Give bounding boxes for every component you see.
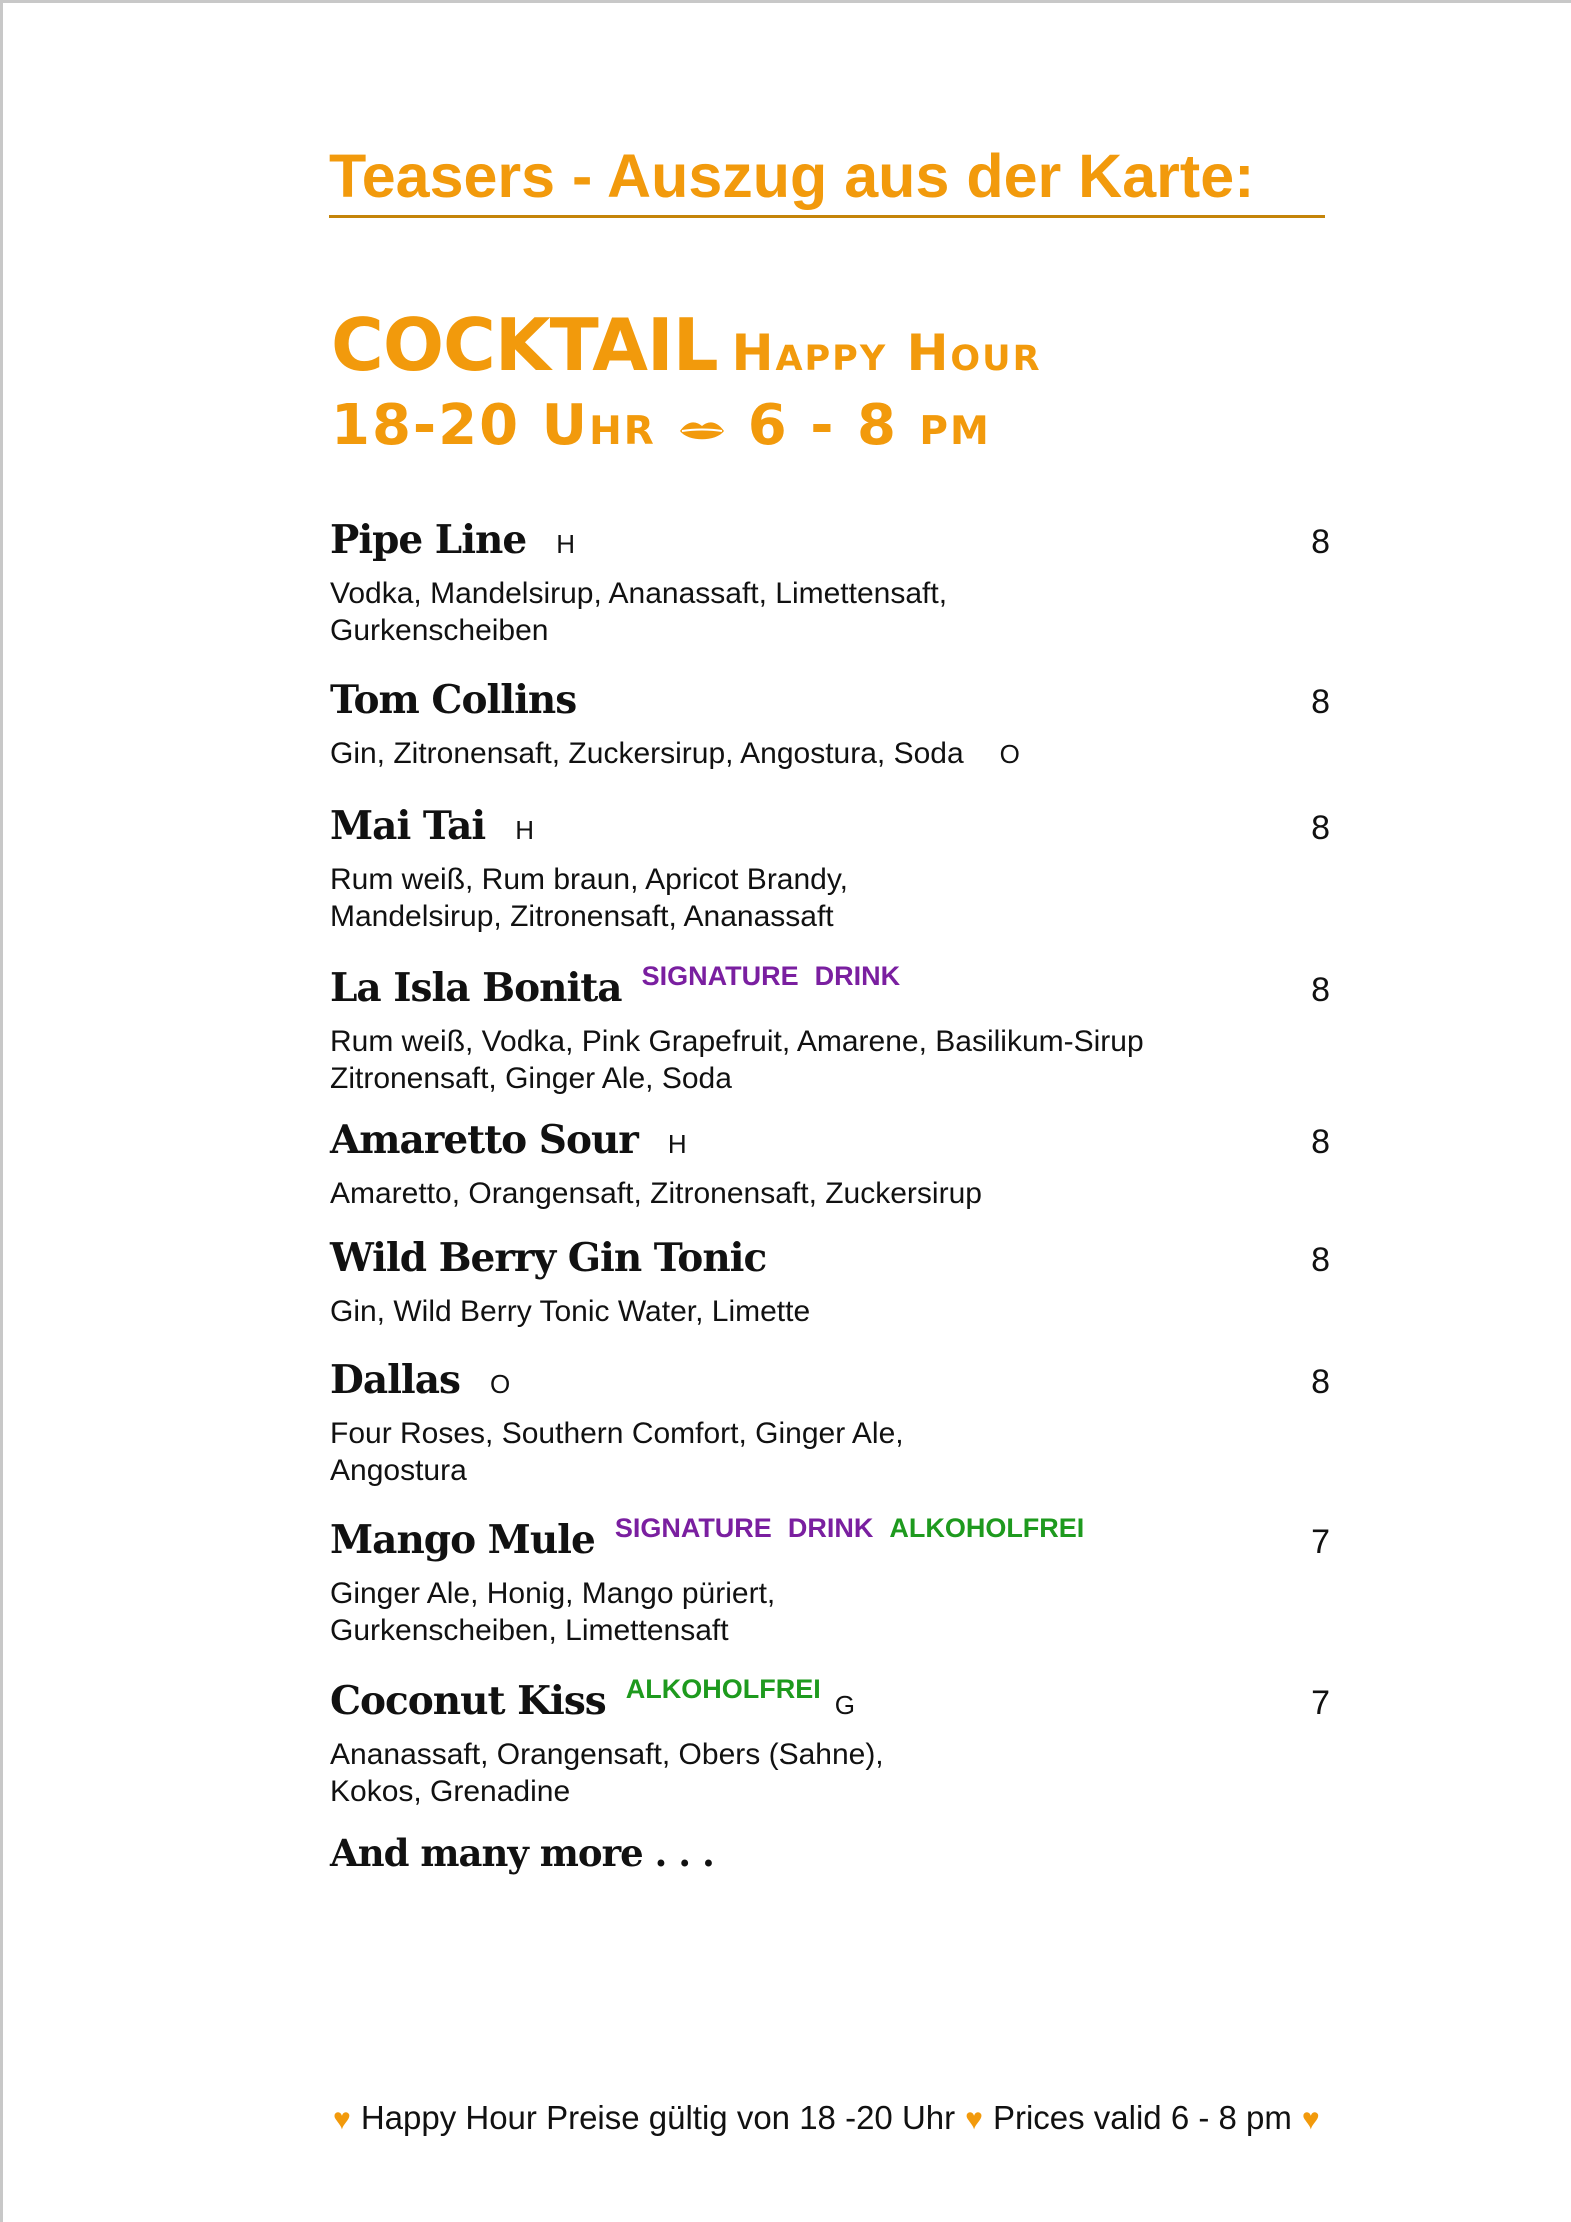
happy-hour-times bbox=[331, 393, 991, 464]
description-line bbox=[330, 1060, 1330, 1097]
menu-item-tag: ALKOHOLFREI bbox=[889, 1513, 1085, 1543]
happy-hour-title bbox=[331, 303, 1042, 387]
description-text: Ananassaft, Orangensaft, Obers (Sahne), bbox=[330, 1738, 884, 1771]
menu-item-price: 7 bbox=[1311, 1684, 1330, 1722]
menu-item-header bbox=[330, 1235, 1330, 1291]
menu-item bbox=[330, 961, 1330, 1097]
menu-item-header bbox=[330, 1674, 1330, 1734]
menu-item-mark: H bbox=[515, 815, 534, 845]
description-text: Mandelsirup, Zitronensaft, Ananassaft bbox=[330, 900, 834, 933]
heart-icon: ♥ bbox=[965, 2103, 983, 2136]
menu-item-name: La Isla Bonita bbox=[330, 965, 622, 1011]
menu-item-description bbox=[330, 735, 1330, 773]
description-text: Rum weiß, Vodka, Pink Grapefruit, Amarene, Basilikum-Sirup bbox=[330, 1025, 1144, 1058]
footer-text-de: Happy Hour Preise gültig von 18 -20 Uhr bbox=[360, 2099, 956, 2136]
description-line bbox=[330, 898, 1330, 935]
menu-item-name: Pipe Line bbox=[330, 517, 527, 563]
happy-hour-label: Happy Hour bbox=[731, 324, 1042, 382]
menu-item-description bbox=[330, 1023, 1330, 1097]
footer-note bbox=[333, 2099, 1330, 2137]
menu-item bbox=[330, 1674, 1330, 1810]
menu-item-tag: DRINK bbox=[814, 961, 901, 991]
menu-item-price: 7 bbox=[1311, 1523, 1330, 1561]
menu-item-price: 8 bbox=[1311, 683, 1330, 721]
menu-item-name: Coconut Kiss bbox=[330, 1678, 606, 1724]
menu-item-mark: O bbox=[489, 1369, 511, 1399]
description-text: Zitronensaft, Ginger Ale, Soda bbox=[330, 1062, 732, 1095]
menu-item-price: 8 bbox=[1311, 1241, 1330, 1279]
menu-item bbox=[330, 1513, 1330, 1649]
description-line bbox=[330, 612, 1330, 649]
menu-item-tag: ALKOHOLFREI bbox=[625, 1674, 821, 1704]
description-line bbox=[330, 1452, 1330, 1489]
menu-item-price: 8 bbox=[1311, 971, 1330, 1009]
description-text: Rum weiß, Rum braun, Apricot Brandy, bbox=[330, 863, 848, 896]
menu-item-description bbox=[330, 1415, 1330, 1489]
description-line bbox=[330, 1612, 1330, 1649]
description-text: Gurkenscheiben bbox=[330, 614, 549, 647]
menu-item-mark: O bbox=[999, 739, 1020, 769]
description-line bbox=[330, 1575, 1330, 1612]
menu-item-header bbox=[330, 803, 1330, 859]
description-line bbox=[330, 735, 1330, 773]
menu-item bbox=[330, 1235, 1330, 1330]
menu-item-mark: G bbox=[834, 1690, 855, 1720]
menu-item-header bbox=[330, 517, 1330, 573]
menu-item bbox=[330, 517, 1330, 649]
description-line bbox=[330, 1175, 1330, 1212]
description-line bbox=[330, 1773, 1330, 1810]
heart-icon: ♥ bbox=[333, 2103, 351, 2136]
description-line bbox=[330, 1023, 1330, 1060]
menu-item-price: 8 bbox=[1311, 1363, 1330, 1401]
menu-item-price: 8 bbox=[1311, 523, 1330, 561]
menu-item bbox=[330, 677, 1330, 773]
time-en: 6 - 8 pm bbox=[747, 393, 991, 458]
menu-item-name: Mai Tai bbox=[330, 803, 486, 849]
description-text: Gurkenscheiben, Limettensaft bbox=[330, 1614, 729, 1647]
menu-item-description bbox=[330, 1175, 1330, 1212]
menu-item-price: 8 bbox=[1311, 809, 1330, 847]
menu-item-description bbox=[330, 575, 1330, 649]
menu-item-name: Wild Berry Gin Tonic bbox=[330, 1235, 767, 1281]
footer-text-en: Prices valid 6 - 8 pm bbox=[992, 2099, 1292, 2136]
menu-item-name: Mango Mule bbox=[330, 1517, 595, 1563]
description-text: Angostura bbox=[330, 1454, 467, 1487]
menu-item-description bbox=[330, 861, 1330, 935]
description-line bbox=[330, 1736, 1330, 1773]
menu-item-description bbox=[330, 1575, 1330, 1649]
lips-icon bbox=[678, 393, 726, 458]
menu-item-tag: DRINK bbox=[787, 1513, 874, 1543]
description-text: Vodka, Mandelsirup, Ananassaft, Limettensaft, bbox=[330, 577, 948, 610]
menu-item-header bbox=[330, 961, 1330, 1021]
description-text: Gin, Wild Berry Tonic Water, Limette bbox=[330, 1295, 811, 1328]
menu-item-header bbox=[330, 1513, 1330, 1573]
description-text: Gin, Zitronensaft, Zuckersirup, Angostura, Soda bbox=[330, 737, 964, 770]
menu-item-mark: H bbox=[667, 1129, 687, 1159]
menu-item bbox=[330, 803, 1330, 935]
menu-item-header bbox=[330, 677, 1330, 733]
menu-item-tag: SIGNATURE bbox=[614, 1513, 772, 1543]
menu-item-name: Dallas bbox=[330, 1357, 460, 1403]
page-heading: Teasers - Auszug aus der Karte: bbox=[329, 141, 1325, 218]
menu-item-description bbox=[330, 1736, 1330, 1810]
description-line bbox=[330, 861, 1330, 898]
menu-item-header bbox=[330, 1117, 1330, 1173]
menu-item-header bbox=[330, 1357, 1330, 1413]
heart-icon: ♥ bbox=[1301, 2103, 1320, 2136]
and-many-more: And many more . . . bbox=[330, 1831, 714, 1875]
menu-item-description bbox=[330, 1293, 1330, 1330]
time-de: 18-20 Uhr bbox=[331, 393, 656, 458]
menu-item-tag: SIGNATURE bbox=[641, 961, 799, 991]
cocktail-label: COCKTAIL bbox=[331, 303, 718, 387]
menu-item bbox=[330, 1357, 1330, 1489]
menu-item-name: Tom Collins bbox=[330, 677, 577, 723]
menu-item-mark: H bbox=[556, 529, 575, 559]
menu-item-name: Amaretto Sour bbox=[330, 1117, 638, 1163]
description-text: Ginger Ale, Honig, Mango püriert, bbox=[330, 1577, 776, 1610]
description-text: Amaretto, Orangensaft, Zitronensaft, Zuckersirup bbox=[330, 1177, 982, 1210]
description-line bbox=[330, 1293, 1330, 1330]
menu-item bbox=[330, 1117, 1330, 1212]
description-line bbox=[330, 575, 1330, 612]
description-text: Four Roses, Southern Comfort, Ginger Ale, bbox=[330, 1417, 904, 1450]
description-line bbox=[330, 1415, 1330, 1452]
menu-item-price: 8 bbox=[1311, 1123, 1330, 1161]
description-text: Kokos, Grenadine bbox=[330, 1775, 571, 1808]
